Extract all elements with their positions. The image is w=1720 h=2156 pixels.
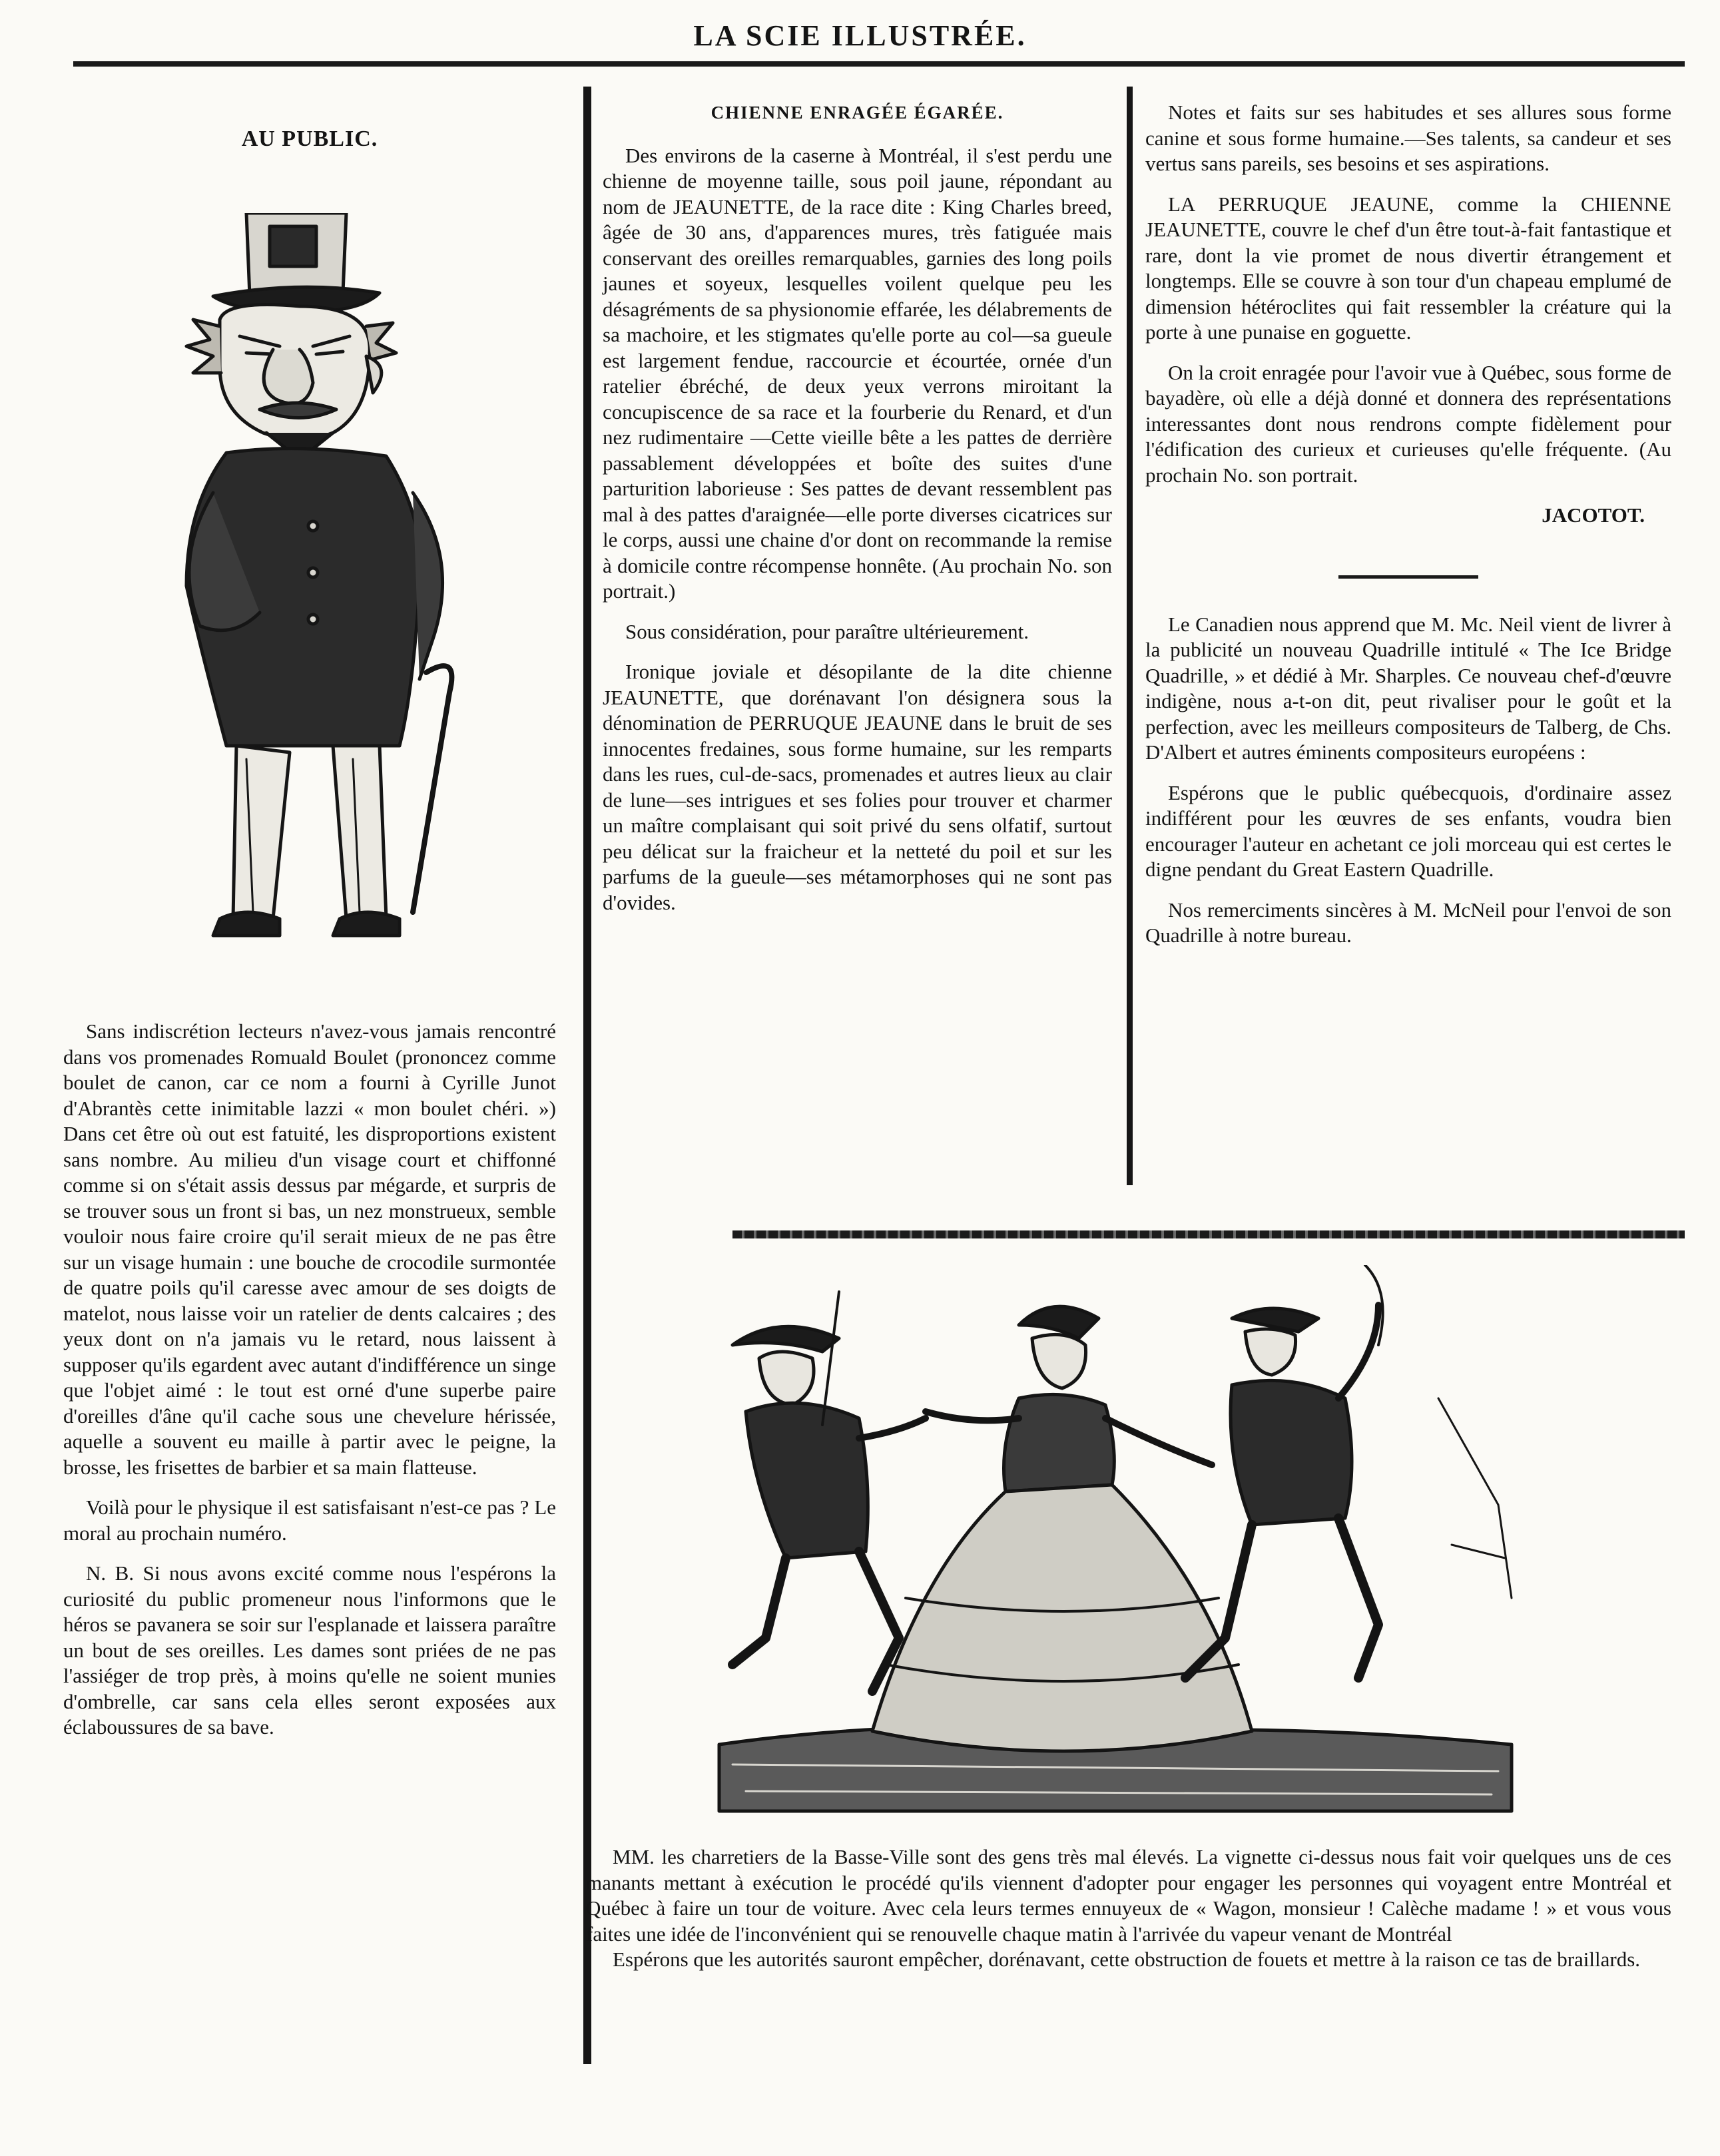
charretiers-paragraph: Espérons que les autorités sauront empêcher, dorénavant, cette obstruction de fouets et mettre à la raison ce tas de braillards. (613, 1948, 1641, 1971)
quadrille-paragraph: Le Canadien nous apprend que M. Mc. Neil vient de livrer à la publicité un nouveau Quadrille intitulé « The Ice Bridge Quadrille, » et dédié à Mr. Sharples. Ce nouveau chef-d'œuvre indigène, nous a-t-on dit, peut rivaliser pour le goût et la perfection, avec les meilleurs compositeurs de Talberg, de Chs. D'Albert et autres éminents compositeurs européens : (1145, 612, 1671, 764)
masthead-title: LA SCIE ILLUSTRÉE. (693, 19, 1027, 52)
quebec-paragraph: On la croit enragée pour l'avoir vue à Québec, sous forme de bayadère, où elle a déjà donné et donnera des représentations interessantes dont nous rendrons compte fidèlement pour l'édification des curieux et curieuses qu'elle fréquente. (Au prochain No. son portrait. (1145, 360, 1671, 487)
au-public-heading: AU PUBLIC. (241, 127, 378, 151)
chienne-paragraph: Des environs de la caserne à Montréal, il s'est perdu une chienne de moyenne taille, sous poil jaune, répondant au nom de JEAUNETTE, de la race dite : King Charles breed, âgée de 30 ans, d'apparences mures, très fatiguée mais conservant des oreilles remarquables, garnies des long poils jaunes et soyeux, lesquelles voilent quelque peu les désagréments de sa physionomie effarée, les délabrements de sa machoire, et les stigmates qu'elle porte au col—sa gueule est largement fendue, raccourcie et écourtée, ornée d'un ratelier ébréché, de deux yeux verrons miroitant la concupiscence de sa race et la fourberie du Renard, et d'un nez rudimentaire —Cette vieille bête a les pattes de derrière passablement développées et boîte des suites d'une parturition laborieuse : Ses pattes de devant ressemblent pas mal à des pattes d'araignée—elle porte diverses cicatrices sur le corps, aussi une chaine d'or dont on recommande la remise à domicile contre récompense honnête. (Au prochain No. son portrait.) (603, 143, 1112, 603)
left-column-text (63, 1019, 556, 1755)
right-column (1145, 100, 1671, 963)
signature: JACOTOT. (1542, 503, 1645, 527)
au-public-paragraph: Sans indiscrétion lecteurs n'avez-vous jamais rencontré dans vos promenades Romuald Boulet (prononcez comme boulet de canon, car ce nom a fourni à Cyrille Junot d'Abrantès cette inimitable lazzi « mon boulet chéri. ») Dans cet être où out est fatuité, les disproportions existent sans nombre. Au milieu d'un visage court et chiffonné comme si on s'était assis dessus par mégarde, et surpris de se trouver sous un front si bas, un nez monstrueux, semble vouloir nous faire croire qu'il serait mieux de ne pas être sur un visage humain : une bouche de crocodile surmontée de quatre poils qu'il caresse avec amour de ses doigts de matelot, nous laisse voir un ratelier de dents calcaires ; des yeux dont on n'a jamais vu le retard, nous laissent à supposer qu'ils egardent avec autant d'indifférence un singe que l'objet aimé : le tout est orné d'une superbe paire d'oreilles d'âne qu'il cache sous une chevelure hérissée, aquelle a souvent eu maille à partir avec le peigne, la brosse, les frisettes de barbier et sa main flatteuse. (63, 1019, 556, 1479)
au-public-nb: N. B. Si nous avons excité comme nous l'espérons la curiosité du public promeneur nous l'informons que le héros se pavanera se soir sur l'esplanade et laissera paraître un bout de ses oreilles. Les dames sont priées de ne pas l'assiéger de trop près, à moins qu'elle ne soient munies d'ombrelle, car sans cela elles seront exposées aux éclaboussures de sa bave. (63, 1561, 556, 1739)
quadrille-paragraph: Espérons que le public québecquois, d'ordinaire assez indifférent pour les œuvres de ses enfants, voudra bien encourager l'auteur en achetant ce joli morceau qui est certes le digne pendant du Great Eastern Quadrille. (1145, 780, 1671, 881)
middle-column (603, 100, 1112, 930)
masthead-rule (73, 61, 1685, 67)
engraving-illustration (706, 1265, 1525, 1818)
chienne-paragraph: Sous considération, pour paraître ultérieurement. (625, 619, 1029, 643)
chienne-heading: CHIENNE ENRAGÉE ÉGARÉE. (711, 103, 1004, 123)
column-rule-right (1127, 87, 1133, 1185)
column-rule-left (583, 87, 591, 2064)
chienne-paragraph: Ironique joviale et désopilante de la dite chienne JEAUNETTE, que dorénavant l'on désignera sous la dénomination de PERRUQUE JEAUNE dans le bruit de ses innocentes fredaines, sous forme humaine, sur les remparts dans les rues, cul-de-sacs, promenades et autres lieux au clair de lune—ses intrigues et ses folies pour trouver et charmer un maître complaisant qui soit privé du sens olfatif, surtout peu délicat sur la fraicheur et la netteté du poil et sur les parfums de la gueule—ses métamorphoses qui ne sont pas d'ovides. (603, 660, 1112, 914)
charretiers-paragraph: MM. les charretiers de la Basse-Ville sont des gens très mal élevés. La vignette ci-dessus nous fait voir quelques uns de ces manants mettant à exécution le procédé qu'ils viennent d'adopter pour engager les personnes qui voyagent entre Montréal et Québec à faire un tour de voiture. Avec cela leurs termes ennuyeux de « Wagon, monsieur ! Calèche madame ! » et vous vous faites une idée de l'inconvénient qui se renouvelle chaque matin à l'arrivée du vapeur venant de Montréal (586, 1845, 1671, 1946)
bottom-article (586, 1844, 1671, 1973)
section-separator (1338, 575, 1478, 579)
quadrille-paragraph: Nos remerciments sincères à M. McNeil pour l'envoi de son Quadrille à notre bureau. (1145, 898, 1671, 947)
au-public-paragraph: Voilà pour le physique il est satisfaisant n'est-ce pas ? Le moral au prochain numéro. (63, 1495, 556, 1545)
caricature-illustration (146, 213, 493, 945)
left-column (63, 127, 556, 170)
notes-paragraph: Notes et faits sur ses habitudes et ses allures sous forme canine et sous forme humaine.—Ses talents, sa candeur et ses vertus sans pareils, ses besoins et ses aspirations. (1145, 101, 1671, 175)
illustration-top-rule (732, 1230, 1685, 1238)
perruque-paragraph: LA PERRUQUE JEAUNE, comme la CHIENNE JEAUNETTE, couvre le chef d'un être tout-à-fait fantastique et rare, dont la vie promet de nous divertir étrangement et longtemps. Elle se couvre à son tour d'un chapeau emplumé de dimension hétéroclites qui fait ressembler la créature qui la porte à une punaise en goguette. (1145, 192, 1671, 344)
